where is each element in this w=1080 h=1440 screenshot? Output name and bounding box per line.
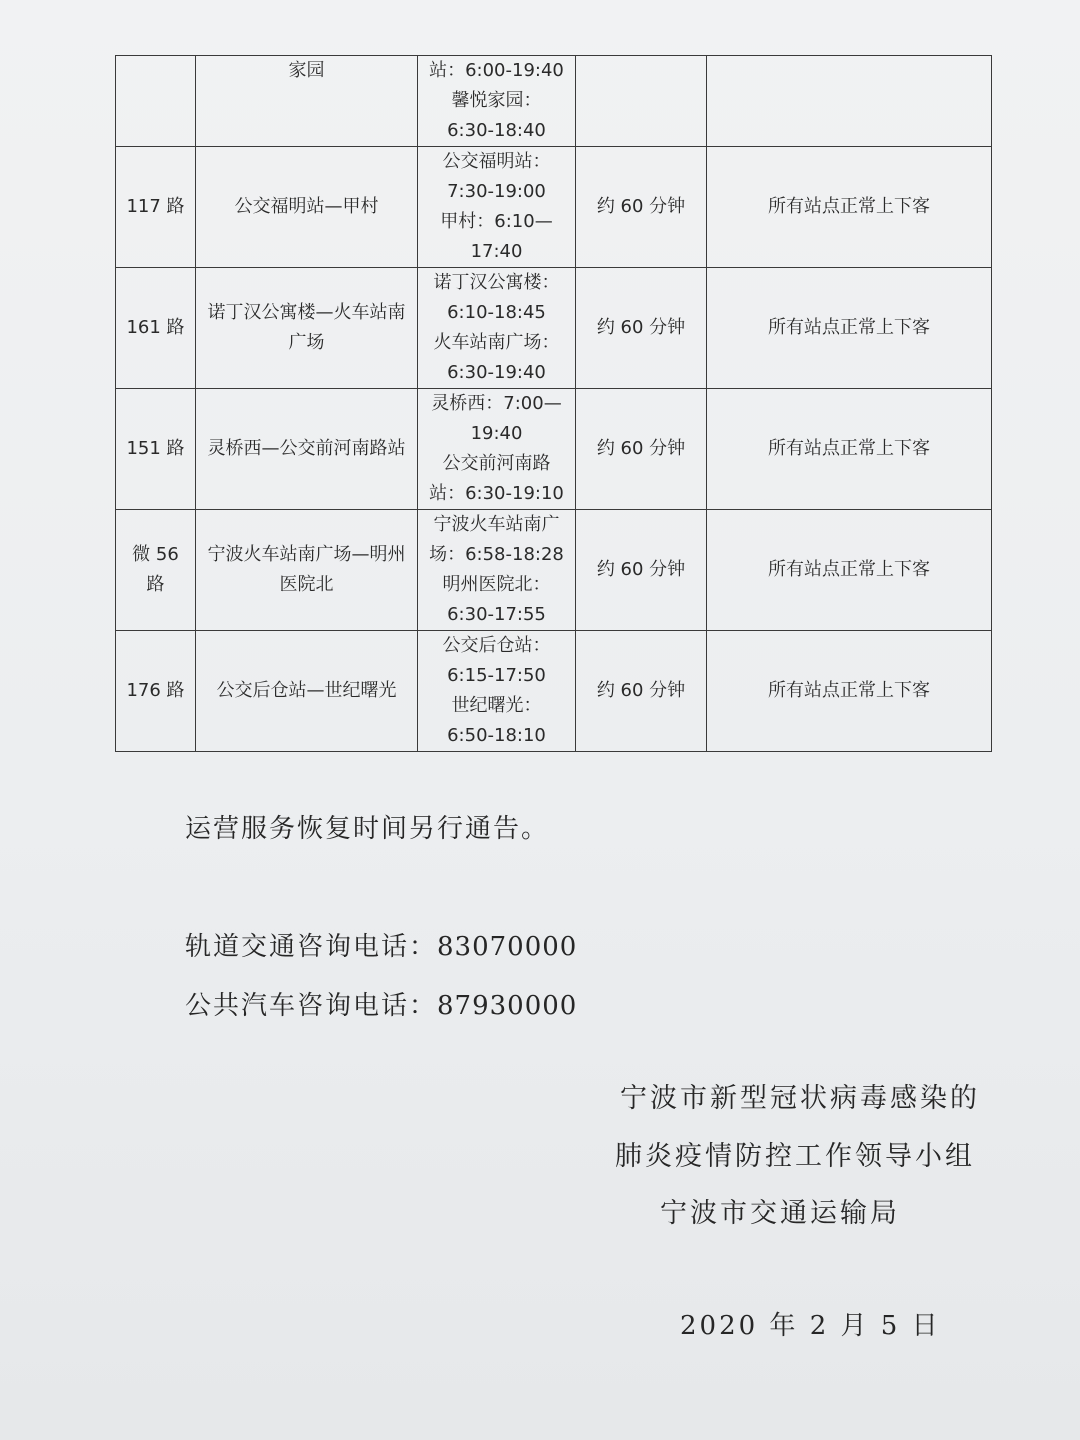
time-line: 宁波火车站南广 — [433, 514, 560, 535]
operating-hours-cell — [418, 631, 576, 752]
route-number-cell: 176 路 — [116, 631, 196, 752]
time-line: 馨悦家园： — [451, 90, 542, 111]
time-line: 6:15-17:50 — [447, 665, 546, 686]
time-line: 甲村：6:10— — [440, 211, 553, 232]
note-cell — [707, 56, 992, 147]
route-number-cell: 151 路 — [116, 389, 196, 510]
issue-date: 2020 年 2 月 5 日 — [680, 1311, 941, 1341]
time-line: 明州医院北： — [442, 574, 551, 595]
rail-hotline-number: 83070000 — [437, 932, 578, 962]
rail-transit-hotline — [185, 926, 577, 963]
table-row — [116, 389, 992, 510]
time-line: 公交福明站： — [442, 151, 551, 172]
time-line: 6:30-17:55 — [447, 604, 546, 625]
interval-cell: 约 60 分钟 — [576, 389, 707, 510]
time-line: 6:30-19:40 — [447, 362, 546, 383]
route-name-cell: 宁波火车站南广场—明州医院北 — [196, 510, 418, 631]
table-row-continued — [116, 56, 992, 147]
rail-hotline-label: 轨道交通咨询电话： — [185, 932, 438, 962]
route-name-cell: 诺丁汉公寓楼—火车站南广场 — [196, 268, 418, 389]
route-number-cell — [116, 56, 196, 147]
time-line: 7:30-19:00 — [447, 181, 546, 202]
time-line: 站：6:00-19:40 — [429, 60, 564, 81]
note-cell: 所有站点正常上下客 — [707, 389, 992, 510]
time-line: 17:40 — [470, 241, 523, 262]
time-line: 19:40 — [470, 423, 523, 444]
operating-hours-cell — [418, 389, 576, 510]
time-line: 世纪曙光： — [451, 695, 542, 716]
route-number-cell: 微 56 路 — [116, 510, 196, 631]
interval-cell: 约 60 分钟 — [576, 147, 707, 268]
route-number-cell: 117 路 — [116, 147, 196, 268]
bus-hotline — [185, 985, 577, 1022]
interval-cell: 约 60 分钟 — [576, 510, 707, 631]
note-cell: 所有站点正常上下客 — [707, 510, 992, 631]
table-row — [116, 147, 992, 268]
time-line: 6:50-18:10 — [447, 725, 546, 746]
interval-cell: 约 60 分钟 — [576, 268, 707, 389]
route-name-cell: 公交福明站—甲村 — [196, 147, 418, 268]
table-row — [116, 631, 992, 752]
operating-hours-cell — [418, 147, 576, 268]
operating-hours-cell — [418, 510, 576, 631]
time-line: 场：6:58-18:28 — [429, 544, 564, 565]
issuer-line-1: 宁波市新型冠状病毒感染的 — [620, 1083, 980, 1114]
time-line: 6:30-18:40 — [447, 120, 546, 141]
table-row — [116, 268, 992, 389]
time-line: 公交前河南路 — [442, 453, 551, 474]
note-cell: 所有站点正常上下客 — [707, 268, 992, 389]
interval-cell: 约 60 分钟 — [576, 631, 707, 752]
interval-cell — [576, 56, 707, 147]
bus-hotline-number: 87930000 — [437, 991, 578, 1021]
operating-hours-cell — [418, 268, 576, 389]
time-line: 火车站南广场： — [433, 332, 560, 353]
time-line: 灵桥西：7:00— — [431, 393, 562, 414]
route-name-cell: 家园 — [196, 56, 418, 147]
operating-hours-cell — [418, 56, 576, 147]
time-line: 诺丁汉公寓楼： — [433, 272, 560, 293]
issuer-line-3: 宁波市交通运输局 — [660, 1198, 900, 1229]
route-number-cell: 161 路 — [116, 268, 196, 389]
time-line: 公交后仓站： — [442, 635, 551, 656]
route-name-cell: 公交后仓站—世纪曙光 — [196, 631, 418, 752]
note-cell: 所有站点正常上下客 — [707, 147, 992, 268]
bus-route-table — [115, 55, 992, 752]
time-line: 站：6:30-19:10 — [429, 483, 564, 504]
route-name-cell: 灵桥西—公交前河南路站 — [196, 389, 418, 510]
table-row — [116, 510, 992, 631]
service-resume-notice: 运营服务恢复时间另行通告。 — [185, 814, 550, 844]
time-line: 6:10-18:45 — [447, 302, 546, 323]
bus-hotline-label: 公共汽车咨询电话： — [185, 991, 438, 1021]
note-cell: 所有站点正常上下客 — [707, 631, 992, 752]
issuer-line-2: 肺炎疫情防控工作领导小组 — [615, 1141, 975, 1172]
